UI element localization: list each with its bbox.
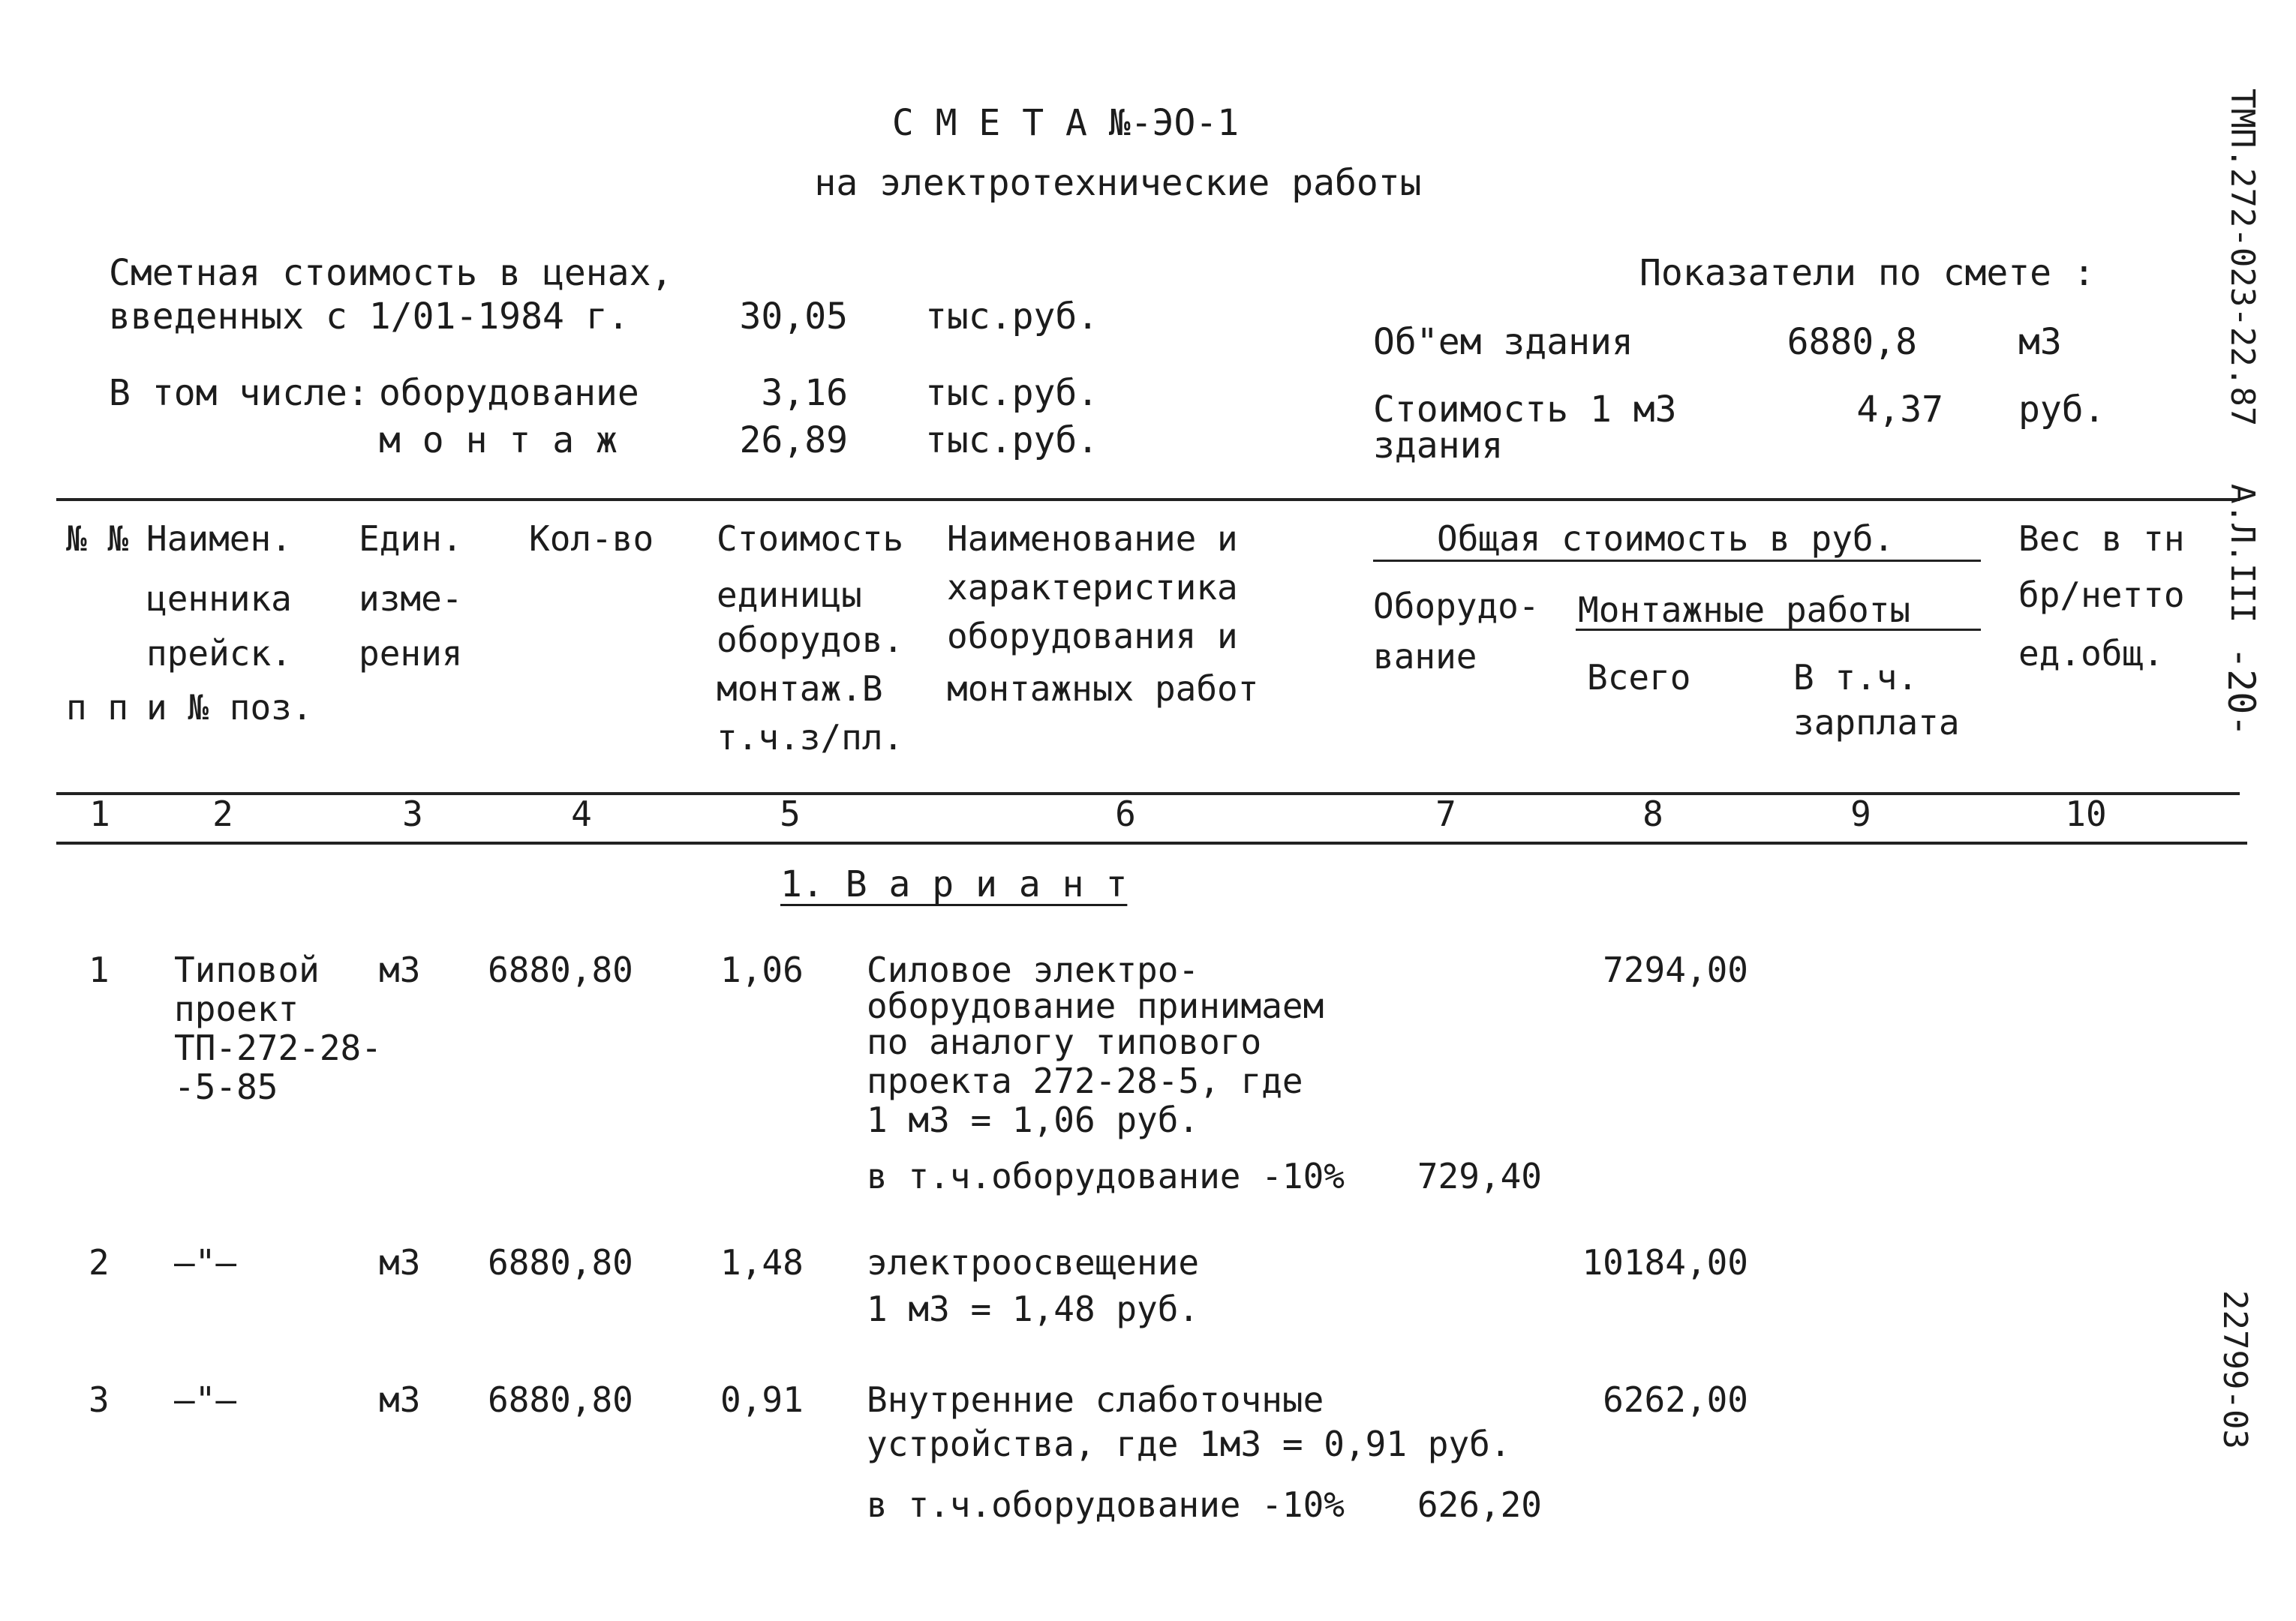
header-c2-line1: Наимен.: [146, 518, 292, 559]
row-3-name: —"—: [174, 1379, 237, 1420]
row-1-name-line3: ТП-272-28-: [174, 1028, 382, 1068]
header-c7-line2: вание: [1373, 636, 1477, 677]
equipment-label: оборудование: [379, 372, 639, 414]
incl-label: В том числе:: [109, 372, 369, 414]
header-c3-line3: рения: [359, 633, 463, 674]
cost-label-line2: введенных с 1/01-1984 г.: [109, 296, 630, 338]
row-1-num: 1: [89, 950, 110, 990]
header-c3-line2: изме-: [359, 578, 463, 619]
equipment-unit: тыс.руб.: [925, 372, 1099, 414]
header-c1-line2: п п: [66, 687, 129, 728]
header-c9-line1: В т.ч.: [1793, 657, 1919, 698]
cost-label-line1: Сметная стоимость в ценах,: [109, 252, 673, 294]
col-number: 10: [2065, 794, 2107, 834]
header-bottom-rule: [56, 792, 2240, 795]
row-1-desc-line2: оборудование принимаем: [867, 986, 1324, 1026]
col-number: 2: [212, 794, 233, 834]
montage-value: 26,89: [739, 419, 848, 461]
album-mark: А.Л.III: [2223, 484, 2261, 623]
cost-value: 30,05: [739, 296, 848, 338]
row-1-total: 7294,00: [1603, 950, 1748, 990]
unit-cost-value: 4,37: [1856, 389, 1943, 431]
row-1-desc-line5: 1 м3 = 1,06 руб.: [867, 1100, 1200, 1140]
col-number: 1: [89, 794, 110, 834]
row-1-sub-label: в т.ч.оборудование -10%: [867, 1156, 1345, 1196]
row-2-desc-line1: электроосвещение: [867, 1242, 1200, 1283]
row-2-unit: м3: [379, 1242, 421, 1283]
row-1-unit: м3: [379, 950, 421, 990]
row-2-qty: 6880,80: [488, 1242, 633, 1283]
col-number: 5: [780, 794, 801, 834]
col-number: 4: [571, 794, 592, 834]
header-c2-line2: ценника: [146, 578, 292, 619]
document-code: ТМП.272-023-22.87: [2223, 89, 2261, 427]
document-subtitle: на электротехнические работы: [814, 162, 1422, 204]
header-c6-line1: Наименование и: [947, 518, 1238, 559]
building-volume-value: 6880,8: [1787, 321, 1917, 363]
header-total-cost: Общая стоимость в руб.: [1437, 518, 1895, 559]
header-c2-line4: и № поз.: [146, 687, 313, 728]
header-c6-line2: характеристика: [947, 567, 1238, 608]
header-c1-line1: № №: [66, 518, 129, 559]
header-c9-line2: зарплата: [1793, 702, 1960, 743]
equipment-value: 3,16: [761, 372, 848, 414]
header-c5-line2: единицы: [717, 575, 862, 615]
header-c2-line3: прейск.: [146, 633, 292, 674]
header-c10-line1: Вес в тн: [2018, 518, 2185, 559]
header-c10-line3: ед.общ.: [2018, 633, 2164, 674]
header-c5-line1: Стоимость: [717, 518, 904, 559]
row-2-num: 2: [89, 1242, 110, 1283]
header-c4: Кол-во: [529, 518, 654, 559]
col-number: 3: [402, 794, 423, 834]
header-c6-line4: монтажных работ: [947, 668, 1259, 709]
header-montage-works: Монтажные работы: [1578, 590, 1911, 630]
row-1-price: 1,06: [720, 950, 804, 990]
inventory-number: 22799-03: [2216, 1290, 2254, 1449]
building-volume-unit: м3: [2018, 321, 2062, 363]
row-3-total: 6262,00: [1603, 1379, 1748, 1420]
unit-cost-label-line2: здания: [1373, 425, 1504, 467]
row-3-desc-line1: Внутренние слаботочные: [867, 1379, 1324, 1420]
row-1-desc-line3: по аналогу типового: [867, 1022, 1262, 1062]
header-c10-line2: бр/нетто: [2018, 575, 2185, 615]
section-variant-heading: 1. В а р и а н т: [780, 863, 1128, 905]
header-c8: Всего: [1587, 657, 1691, 698]
col-number: 8: [1642, 794, 1663, 834]
document-title: С М Е Т А №-ЭО-1: [891, 102, 1240, 144]
row-1-name-line1: Типовой: [174, 950, 320, 990]
indicators-heading: Показатели по смете :: [1639, 252, 2095, 294]
row-1-desc-line1: Силовое электро-: [867, 950, 1200, 990]
col-number: 6: [1115, 794, 1136, 834]
building-volume-label: Об"ем здания: [1373, 321, 1633, 363]
total-cost-rule: [1373, 560, 1981, 562]
row-3-sub-value: 626,20: [1417, 1484, 1542, 1525]
row-2-price: 1,48: [720, 1242, 804, 1283]
row-3-sub-label: в т.ч.оборудование -10%: [867, 1484, 1345, 1525]
colnum-bottom-rule: [56, 842, 2247, 845]
row-3-desc-line2: устройства, где 1м3 = 0,91 руб.: [867, 1424, 1511, 1464]
row-2-total: 10184,00: [1582, 1242, 1748, 1283]
row-1-name-line4: -5-85: [174, 1067, 278, 1107]
header-c5-line4: монтаж.В: [717, 668, 883, 709]
col-number: 9: [1850, 794, 1871, 834]
unit-cost-unit: руб.: [2018, 389, 2105, 431]
cost-unit: тыс.руб.: [925, 296, 1099, 338]
header-c3-line1: Един.: [359, 518, 463, 559]
unit-cost-label-line1: Стоимость 1 м3: [1373, 389, 1677, 431]
row-2-desc-line2: 1 м3 = 1,48 руб.: [867, 1289, 1200, 1329]
header-c5-line5: т.ч.з/пл.: [717, 717, 904, 758]
header-c5-line3: оборудов.: [717, 620, 904, 660]
row-3-num: 3: [89, 1379, 110, 1420]
row-1-sub-value: 729,40: [1417, 1156, 1542, 1196]
page-number: -20-: [2219, 647, 2263, 737]
header-top-rule: [56, 498, 2240, 501]
header-c7-line1: Оборудо-: [1373, 586, 1540, 626]
row-3-qty: 6880,80: [488, 1379, 633, 1420]
row-3-unit: м3: [379, 1379, 421, 1420]
row-2-name: —"—: [174, 1242, 237, 1283]
row-3-price: 0,91: [720, 1379, 804, 1420]
col-number: 7: [1435, 794, 1456, 834]
row-1-desc-line4: проекта 272-28-5, где: [867, 1061, 1303, 1101]
header-c6-line3: оборудования и: [947, 616, 1238, 656]
row-1-name-line2: проект: [174, 989, 299, 1029]
montage-label: м о н т а ж: [379, 419, 618, 461]
row-1-qty: 6880,80: [488, 950, 633, 990]
montage-unit: тыс.руб.: [925, 419, 1099, 461]
